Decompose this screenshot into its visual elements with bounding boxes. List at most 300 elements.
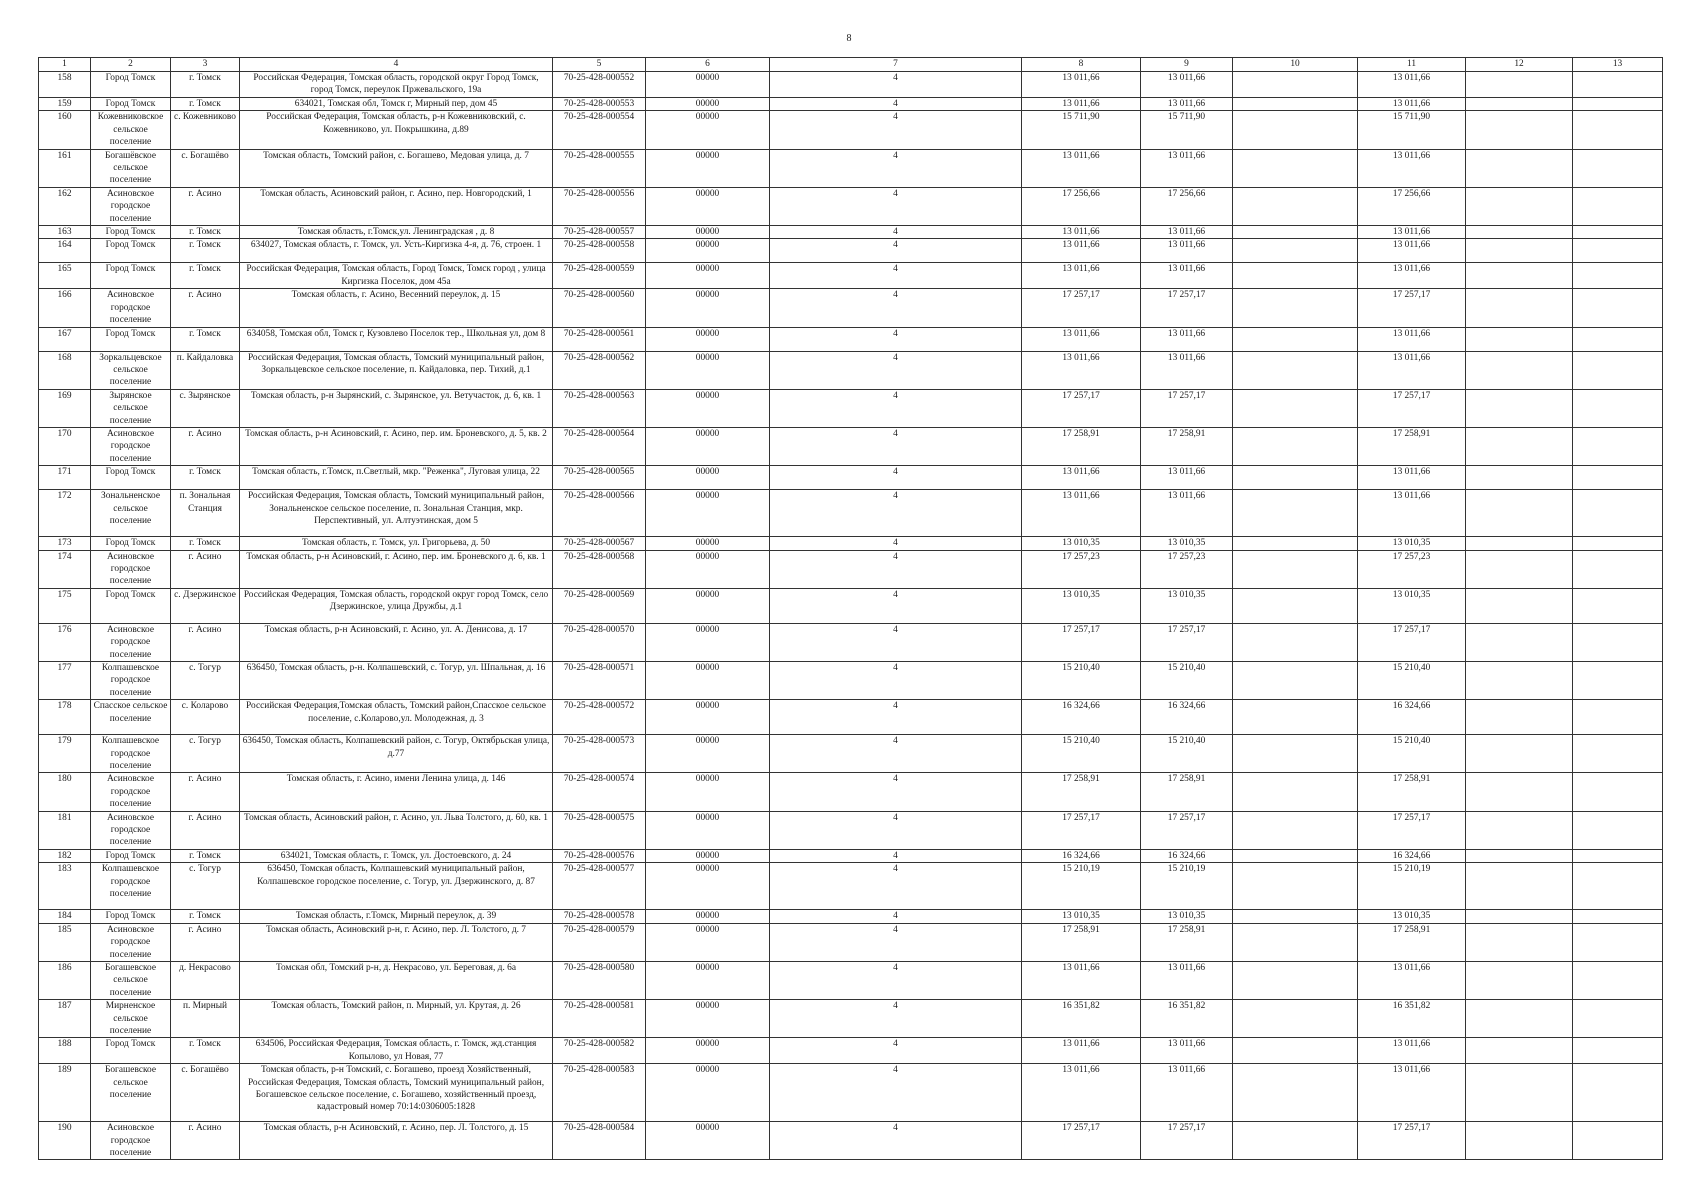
table-cell: 4 (770, 226, 1022, 239)
table-cell (1466, 811, 1573, 849)
table-row (39, 961, 1663, 999)
table-cell: Томская область, Асиновский район, г. Асино, пер. Новгородский, 1 (240, 187, 553, 225)
table-cell: 17 257,17 (1022, 623, 1141, 661)
table-cell: 175 (39, 588, 91, 623)
table-cell (1573, 111, 1663, 149)
table-cell: 4 (770, 351, 1022, 389)
table-cell: г. Томск (171, 72, 240, 98)
table-cell: Город Томск (91, 263, 171, 289)
table-cell: Асиновское городское поселение (91, 289, 171, 327)
table-cell: 4 (770, 239, 1022, 263)
column-header: 4 (240, 58, 553, 72)
table-cell (1573, 961, 1663, 999)
table-cell: Томская область, р-н Асиновский, г. Асино, пер. Л. Толстого, д. 15 (240, 1122, 553, 1160)
table-cell: 17 257,17 (1022, 1122, 1141, 1160)
table-cell: 17 258,91 (1141, 773, 1233, 811)
table-cell: 70-25-428-000555 (553, 149, 646, 187)
table-cell: 70-25-428-000573 (553, 735, 646, 773)
table-cell: 13 010,35 (1022, 537, 1141, 550)
table-cell: п. Кайдаловка (171, 351, 240, 389)
table-cell: 13 011,66 (1141, 72, 1233, 98)
table-cell: Томская область, г.Томск,ул. Ленинградская , д. 8 (240, 226, 553, 239)
table-cell: Город Томск (91, 466, 171, 490)
table-row (39, 389, 1663, 427)
table-row (39, 735, 1663, 773)
table-cell (1573, 466, 1663, 490)
table-cell (1233, 327, 1358, 351)
table-cell: с. Тогур (171, 735, 240, 773)
table-cell: 17 257,17 (1141, 389, 1233, 427)
column-header: 9 (1141, 58, 1233, 72)
table-cell: п. Зональная Станция (171, 490, 240, 537)
table-cell: Город Томск (91, 588, 171, 623)
table-cell: 180 (39, 773, 91, 811)
table-cell: 13 010,35 (1022, 910, 1141, 923)
table-cell: 4 (770, 427, 1022, 465)
table-cell: 70-25-428-000567 (553, 537, 646, 550)
table-cell: 15 210,40 (1141, 662, 1233, 700)
table-cell (1466, 239, 1573, 263)
table-cell: 16 324,66 (1022, 700, 1141, 735)
table-cell: Город Томск (91, 537, 171, 550)
table-row (39, 226, 1663, 239)
table-cell (1573, 72, 1663, 98)
table-cell (1466, 351, 1573, 389)
table-cell: 15 711,90 (1358, 111, 1466, 149)
table-cell: 00000 (646, 466, 770, 490)
table-cell: Томская обл, Томский р-н, д. Некрасово, ул. Береговая, д. 6а (240, 961, 553, 999)
table-cell: 166 (39, 289, 91, 327)
table-cell: 4 (770, 537, 1022, 550)
table-cell: 00000 (646, 1122, 770, 1160)
table-cell: г. Томск (171, 1038, 240, 1064)
table-cell: г. Асино (171, 811, 240, 849)
table-cell: 13 010,35 (1141, 588, 1233, 623)
table-cell (1466, 1122, 1573, 1160)
table-cell: с. Тогур (171, 662, 240, 700)
table-cell: 13 011,66 (1358, 98, 1466, 111)
table-cell: 182 (39, 849, 91, 862)
table-cell: 13 010,35 (1141, 537, 1233, 550)
table-cell: Зональненское сельское поселение (91, 490, 171, 537)
table-cell (1573, 427, 1663, 465)
table-row (39, 490, 1663, 537)
table-cell: 70-25-428-000572 (553, 700, 646, 735)
table-cell: 13 010,35 (1022, 588, 1141, 623)
table-cell: Город Томск (91, 226, 171, 239)
table-cell (1573, 98, 1663, 111)
table-cell: 16 351,82 (1022, 1000, 1141, 1038)
table-cell (1233, 98, 1358, 111)
table-cell: 163 (39, 226, 91, 239)
column-header: 5 (553, 58, 646, 72)
table-cell: Асиновское городское поселение (91, 427, 171, 465)
table-cell: 70-25-428-000575 (553, 811, 646, 849)
table-cell: 16 351,82 (1141, 1000, 1233, 1038)
table-cell: 00000 (646, 811, 770, 849)
table-cell: 13 011,66 (1141, 149, 1233, 187)
table-cell: 70-25-428-000581 (553, 1000, 646, 1038)
table-cell: 15 210,40 (1022, 735, 1141, 773)
table-cell: г. Томск (171, 327, 240, 351)
table-cell: 00000 (646, 226, 770, 239)
table-cell: Город Томск (91, 98, 171, 111)
table-cell (1233, 1038, 1358, 1064)
table-cell (1573, 662, 1663, 700)
table-cell: Мирненское сельское поселение (91, 1000, 171, 1038)
table-cell: Богашёвское сельское поселение (91, 149, 171, 187)
table-cell: 13 011,66 (1022, 327, 1141, 351)
table-cell: 70-25-428-000576 (553, 849, 646, 862)
table-cell (1466, 773, 1573, 811)
table-row (39, 773, 1663, 811)
table-cell: 13 011,66 (1358, 149, 1466, 187)
table-cell (1573, 537, 1663, 550)
table-cell: 181 (39, 811, 91, 849)
table-cell (1466, 863, 1573, 910)
table-cell: 176 (39, 623, 91, 661)
table-row (39, 588, 1663, 623)
table-cell (1573, 389, 1663, 427)
table-cell: 186 (39, 961, 91, 999)
table-cell: 13 011,66 (1358, 1038, 1466, 1064)
table-cell: 4 (770, 1122, 1022, 1160)
table-cell: г. Асино (171, 187, 240, 225)
table-row (39, 1064, 1663, 1122)
table-row (39, 550, 1663, 588)
table-cell: 4 (770, 490, 1022, 537)
table-row (39, 623, 1663, 661)
table-cell: г. Томск (171, 226, 240, 239)
table-cell: 17 256,66 (1022, 187, 1141, 225)
table-cell (1466, 1038, 1573, 1064)
table-row (39, 1000, 1663, 1038)
table-cell: 13 011,66 (1358, 466, 1466, 490)
table-cell (1233, 735, 1358, 773)
table-cell: 70-25-428-000562 (553, 351, 646, 389)
table-row (39, 98, 1663, 111)
table-cell: с. Кожевниково (171, 111, 240, 149)
table-cell: 634027, Томская область, г. Томск, ул. Усть-Киргизка 4-я, д. 76, строен. 1 (240, 239, 553, 263)
table-row (39, 700, 1663, 735)
table-cell (1233, 187, 1358, 225)
table-cell (1233, 588, 1358, 623)
table-cell: 13 011,66 (1022, 263, 1141, 289)
table-cell: 13 011,66 (1141, 466, 1233, 490)
table-cell: 70-25-428-000579 (553, 923, 646, 961)
table-cell: 17 256,66 (1358, 187, 1466, 225)
table-cell: 16 324,66 (1358, 700, 1466, 735)
table-cell: 70-25-428-000556 (553, 187, 646, 225)
table-cell: 00000 (646, 588, 770, 623)
table-cell: 13 011,66 (1022, 72, 1141, 98)
table-cell: 634021, Томская обл, Томск г, Мирный пер, дом 45 (240, 98, 553, 111)
table-cell: 13 011,66 (1141, 1038, 1233, 1064)
table-cell: 13 011,66 (1358, 961, 1466, 999)
table-cell (1573, 1122, 1663, 1160)
table-cell: г. Томск (171, 537, 240, 550)
table-cell: 16 324,66 (1141, 849, 1233, 862)
table-cell: 00000 (646, 1038, 770, 1064)
table-cell: с. Дзержинское (171, 588, 240, 623)
table-cell: 13 011,66 (1022, 239, 1141, 263)
table-cell: 70-25-428-000580 (553, 961, 646, 999)
table-cell (1233, 226, 1358, 239)
table-cell: 70-25-428-000552 (553, 72, 646, 98)
table-cell: г. Томск (171, 466, 240, 490)
table-cell (1466, 961, 1573, 999)
table-cell: Томская область, г. Асино, имени Ленина улица, д. 146 (240, 773, 553, 811)
table-cell: 13 011,66 (1358, 351, 1466, 389)
column-header: 8 (1022, 58, 1141, 72)
table-cell: 13 010,35 (1141, 910, 1233, 923)
table-cell: 00000 (646, 111, 770, 149)
table-cell: 70-25-428-000564 (553, 427, 646, 465)
table-cell (1573, 187, 1663, 225)
table-cell: 185 (39, 923, 91, 961)
table-cell: 634021, Томская область, г. Томск, ул. Достоевского, д. 24 (240, 849, 553, 862)
table-cell: Томская область, Томский район, п. Мирный, ул. Крутая, д. 26 (240, 1000, 553, 1038)
table-cell: 70-25-428-000574 (553, 773, 646, 811)
table-cell: 169 (39, 389, 91, 427)
table-cell: 00000 (646, 923, 770, 961)
table-cell: 13 011,66 (1141, 239, 1233, 263)
table-cell: 17 258,91 (1022, 923, 1141, 961)
table-cell: Спасское сельское поселение (91, 700, 171, 735)
table-cell: Город Томск (91, 849, 171, 862)
table-cell: 4 (770, 923, 1022, 961)
table-cell: 00000 (646, 263, 770, 289)
table-cell: 17 258,91 (1358, 923, 1466, 961)
table-cell: 17 258,91 (1358, 773, 1466, 811)
table-cell: 4 (770, 466, 1022, 490)
column-header: 1 (39, 58, 91, 72)
table-cell (1233, 263, 1358, 289)
table-cell: 15 210,40 (1022, 662, 1141, 700)
table-cell: 167 (39, 327, 91, 351)
table-cell: 70-25-428-000561 (553, 327, 646, 351)
table-cell: 00000 (646, 327, 770, 351)
table-cell: 17 257,17 (1358, 289, 1466, 327)
table-cell: 15 210,40 (1141, 735, 1233, 773)
table-cell (1466, 427, 1573, 465)
table-cell: 4 (770, 263, 1022, 289)
table-cell (1573, 910, 1663, 923)
table-cell (1233, 1122, 1358, 1160)
table-cell: 17 257,17 (1141, 623, 1233, 661)
table-cell (1573, 226, 1663, 239)
table-cell (1466, 187, 1573, 225)
table-cell: 187 (39, 1000, 91, 1038)
table-cell: Российская Федерация, Томская область, городской округ Город Томск, город Томск, переулок Пржевальского, 19а (240, 72, 553, 98)
table-cell (1233, 961, 1358, 999)
table-cell: 00000 (646, 700, 770, 735)
table-cell (1233, 289, 1358, 327)
table-row (39, 149, 1663, 187)
table-cell: 00000 (646, 490, 770, 537)
table-cell (1466, 910, 1573, 923)
table-cell: 4 (770, 1038, 1022, 1064)
table-cell: Город Томск (91, 1038, 171, 1064)
table-cell: Асиновское городское поселение (91, 773, 171, 811)
table-cell: 70-25-428-000557 (553, 226, 646, 239)
table-cell: 4 (770, 550, 1022, 588)
table-cell: 13 011,66 (1358, 327, 1466, 351)
table-cell: 4 (770, 662, 1022, 700)
table-cell: 17 258,91 (1022, 427, 1141, 465)
table-cell: 13 011,66 (1022, 490, 1141, 537)
table-cell: 70-25-428-000583 (553, 1064, 646, 1122)
table-cell: Асиновское городское поселение (91, 811, 171, 849)
table-cell: 70-25-428-000563 (553, 389, 646, 427)
table-cell (1233, 849, 1358, 862)
table-cell: г. Асино (171, 1122, 240, 1160)
table-body (39, 72, 1663, 1160)
table-cell: 17 257,17 (1358, 389, 1466, 427)
table-cell: Асиновское городское поселение (91, 187, 171, 225)
table-cell: Томская область, г.Томск, п.Светлый, мкр. "Реженка", Луговая улица, 22 (240, 466, 553, 490)
table-cell: 16 324,66 (1022, 849, 1141, 862)
table-cell: Томская область, р-н Асиновский, г. Асино, пер. им. Броневского, д. 5, кв. 2 (240, 427, 553, 465)
table-cell (1466, 327, 1573, 351)
table-cell: Богашевское сельское поселение (91, 961, 171, 999)
table-cell: 183 (39, 863, 91, 910)
table-cell: 188 (39, 1038, 91, 1064)
table-cell: Асиновское городское поселение (91, 923, 171, 961)
table-cell: 17 257,17 (1358, 623, 1466, 661)
table-cell: 4 (770, 1000, 1022, 1038)
table-cell: г. Асино (171, 923, 240, 961)
table-row (39, 72, 1663, 98)
table-cell: 17 257,17 (1358, 811, 1466, 849)
table-cell (1466, 1000, 1573, 1038)
table-cell: Асиновское городское поселение (91, 623, 171, 661)
table-cell: 13 011,66 (1022, 466, 1141, 490)
table-cell: 13 011,66 (1141, 226, 1233, 239)
table-cell: Колпашевское городское поселение (91, 863, 171, 910)
table-cell: г. Томск (171, 849, 240, 862)
table-cell (1573, 351, 1663, 389)
table-cell: 634506, Российская Федерация, Томская область, г. Томск, жд.станция Копылово, ул Новая, 77 (240, 1038, 553, 1064)
table-cell (1233, 389, 1358, 427)
table-row (39, 662, 1663, 700)
table-cell: 4 (770, 961, 1022, 999)
column-header: 12 (1466, 58, 1573, 72)
table-cell (1466, 623, 1573, 661)
table-cell: 13 011,66 (1358, 72, 1466, 98)
table-cell: 4 (770, 111, 1022, 149)
table-cell: 13 011,66 (1141, 351, 1233, 389)
table-cell: 13 011,66 (1358, 1064, 1466, 1122)
table-cell: 179 (39, 735, 91, 773)
table-cell (1233, 623, 1358, 661)
table-cell: 13 011,66 (1358, 263, 1466, 289)
table-row (39, 351, 1663, 389)
table-cell: г. Асино (171, 427, 240, 465)
table-cell: Российская Федерация, Томская область, Томский муниципальный район, Зоркальцевское сельское поселение, п. Кайдаловка, пер. Тихий, д.1 (240, 351, 553, 389)
table-cell: 4 (770, 289, 1022, 327)
table-cell: 13 011,66 (1358, 239, 1466, 263)
table-cell (1573, 1064, 1663, 1122)
table-cell: 13 011,66 (1022, 226, 1141, 239)
table-cell (1233, 1000, 1358, 1038)
table-cell: 177 (39, 662, 91, 700)
table-cell: 13 011,66 (1141, 263, 1233, 289)
table-cell (1466, 537, 1573, 550)
table-cell (1233, 239, 1358, 263)
table-cell: Кожевниковское сельское поселение (91, 111, 171, 149)
column-header: 3 (171, 58, 240, 72)
table-row (39, 327, 1663, 351)
table-cell (1233, 910, 1358, 923)
table-cell: 15 210,19 (1358, 863, 1466, 910)
table-row (39, 1122, 1663, 1160)
table-cell: 13 011,66 (1022, 1038, 1141, 1064)
table-cell: 70-25-428-000559 (553, 263, 646, 289)
table-cell: 00000 (646, 910, 770, 923)
table-cell: 189 (39, 1064, 91, 1122)
table-cell: 00000 (646, 1064, 770, 1122)
table-cell: 168 (39, 351, 91, 389)
table-cell: 13 011,66 (1141, 490, 1233, 537)
table-cell: 4 (770, 389, 1022, 427)
table-cell: 15 210,40 (1358, 662, 1466, 700)
table-cell (1466, 289, 1573, 327)
table-cell: 17 257,17 (1141, 1122, 1233, 1160)
table-cell: 636450, Томская область, р-н. Колпашевский, с. Тогур, ул. Шпальная, д. 16 (240, 662, 553, 700)
table-cell: 4 (770, 811, 1022, 849)
table-cell: 13 010,35 (1358, 537, 1466, 550)
table-cell: 13 011,66 (1358, 226, 1466, 239)
table-row (39, 1038, 1663, 1064)
table-cell (1233, 811, 1358, 849)
table-cell: Зоркальцевское сельское поселение (91, 351, 171, 389)
table-cell: 13 011,66 (1022, 1064, 1141, 1122)
table-cell (1466, 263, 1573, 289)
table-cell: 70-25-428-000571 (553, 662, 646, 700)
table-cell (1466, 662, 1573, 700)
table-cell: Российская Федерация, Томская область, городской округ город Томск, село Дзержинское, улица Дружбы, д.1 (240, 588, 553, 623)
table-cell: Город Томск (91, 72, 171, 98)
table-cell: Томская область, р-н Асиновский, г. Асино, ул. А. Денисова, д. 17 (240, 623, 553, 661)
table-cell: Российская Федерация, Томская область, Томский муниципальный район, Зональненское сельское поселение, п. Зональная Станция, мкр. Перспективный, ул. Алтуэтинская, дом 5 (240, 490, 553, 537)
table-cell: п. Мирный (171, 1000, 240, 1038)
table-cell (1573, 550, 1663, 588)
table-cell: 00000 (646, 863, 770, 910)
table-cell: 00000 (646, 149, 770, 187)
table-cell (1466, 466, 1573, 490)
table-cell (1466, 1064, 1573, 1122)
table-cell: 00000 (646, 98, 770, 111)
table-cell (1466, 111, 1573, 149)
table-cell: с. Коларово (171, 700, 240, 735)
table-cell: 16 351,82 (1358, 1000, 1466, 1038)
table-cell: 4 (770, 910, 1022, 923)
table-cell: 00000 (646, 389, 770, 427)
table-cell (1233, 72, 1358, 98)
column-header: 7 (770, 58, 1022, 72)
table-cell: 13 011,66 (1022, 149, 1141, 187)
table-cell (1233, 490, 1358, 537)
table-cell: Томская область, г.Томск, Мирный переулок, д. 39 (240, 910, 553, 923)
table-cell: 170 (39, 427, 91, 465)
table-cell: 4 (770, 98, 1022, 111)
table-cell: 159 (39, 98, 91, 111)
table-cell: 00000 (646, 72, 770, 98)
table-cell: Российская Федерация,Томская область, Томский район,Спасское сельское поселение, с.Коларово,ул. Молодежная, д. 3 (240, 700, 553, 735)
table-cell (1573, 588, 1663, 623)
table-cell (1466, 149, 1573, 187)
